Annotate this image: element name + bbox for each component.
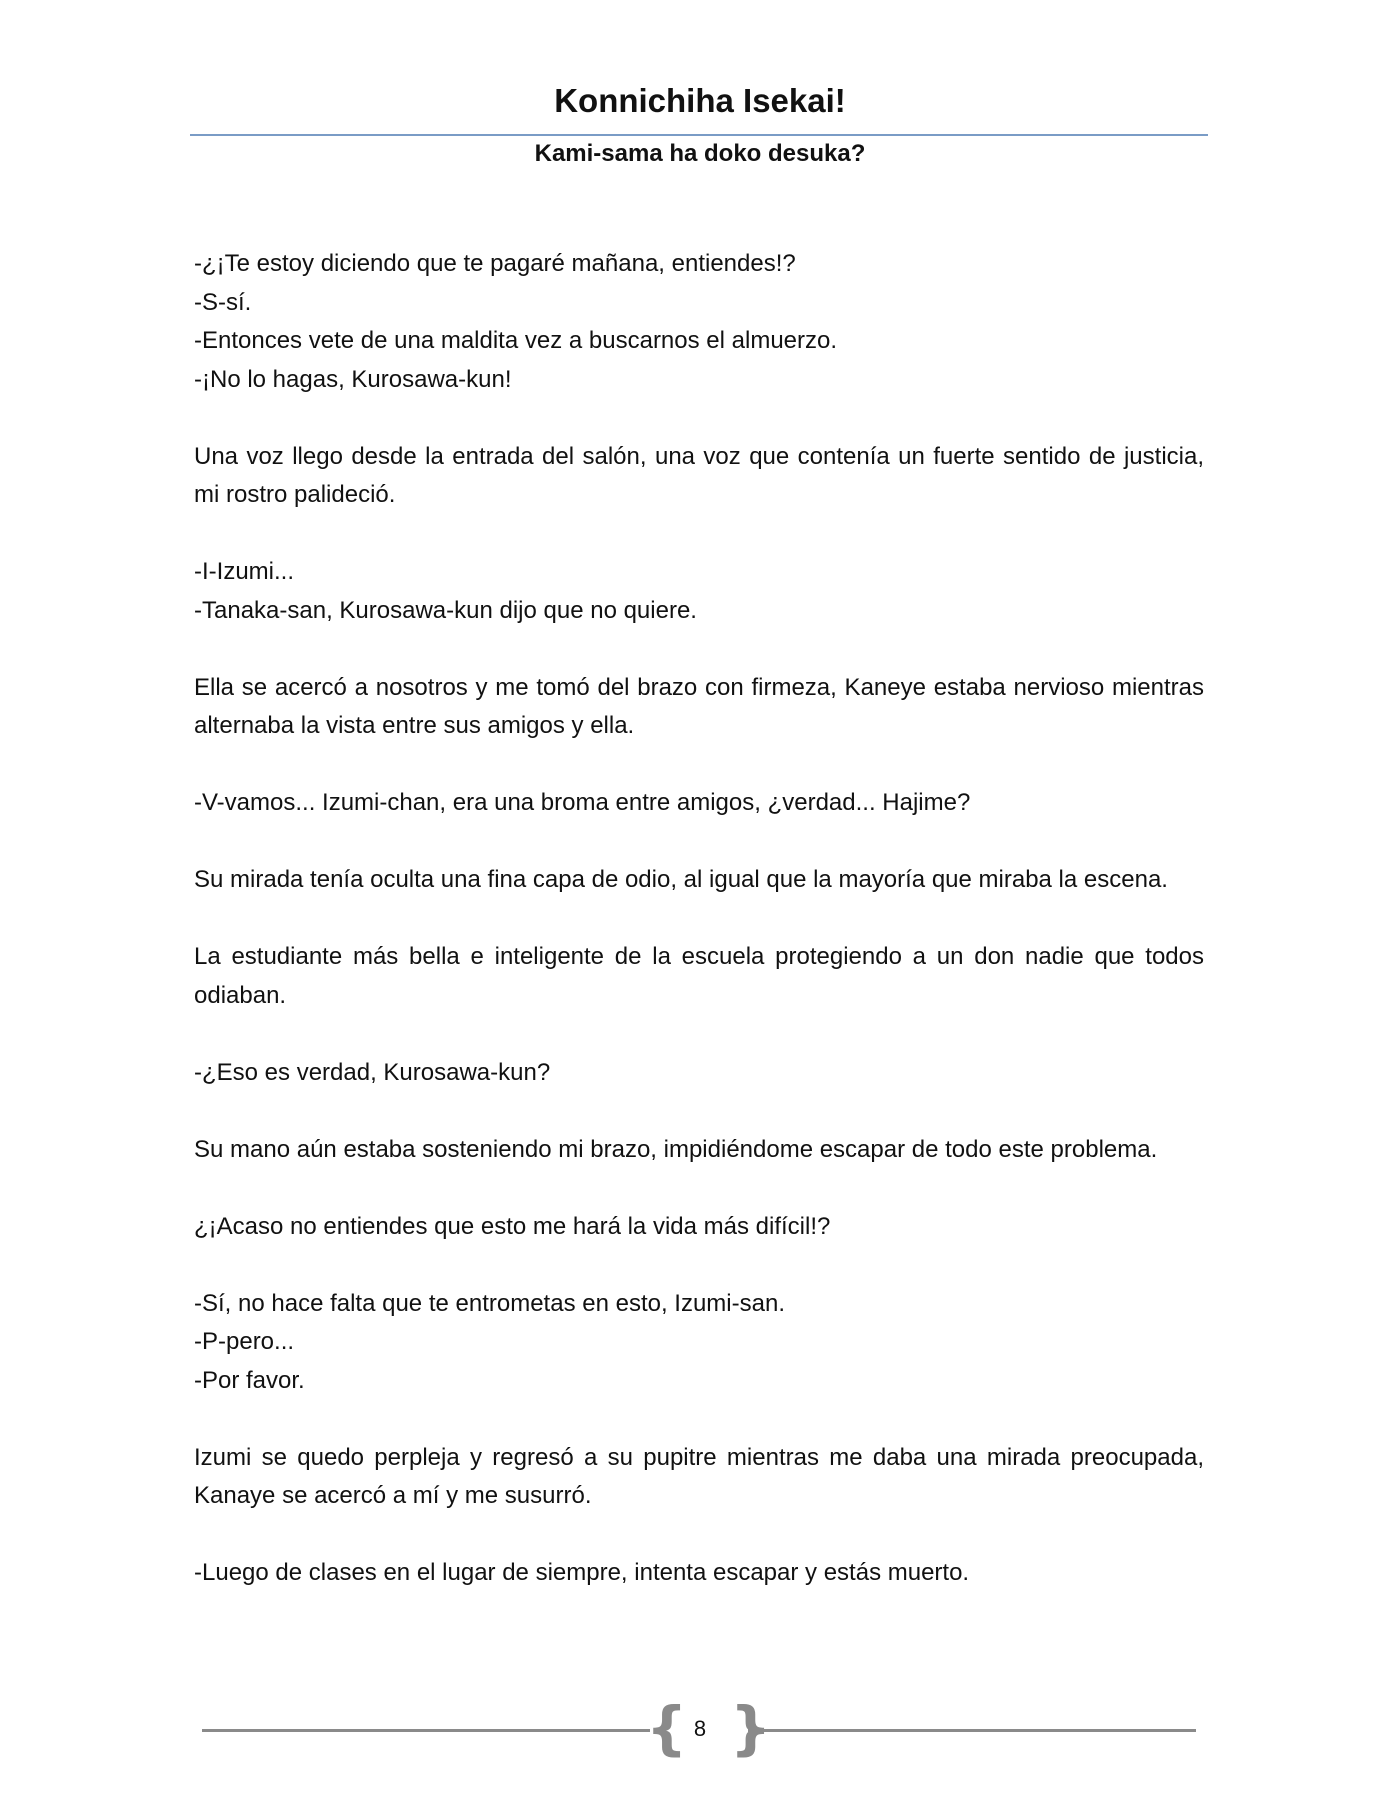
- dialogue-line: -Entonces vete de una maldita vez a buscarnos el almuerzo.: [194, 327, 838, 354]
- dialogue-line: -Tanaka-san, Kurosawa-kun dijo que no quiere.: [194, 596, 697, 624]
- footer-divider-left: [202, 1729, 650, 1732]
- narration-paragraph: La estudiante más bella e inteligente de la escuela protegiendo a un don nadie que todos odiaban.: [194, 943, 1204, 1009]
- header-divider: [190, 134, 1208, 136]
- dialogue-line: -I-Izumi...: [194, 558, 294, 585]
- narration-paragraph: ¿¡Acaso no entiendes que esto me hará la vida más difícil!?: [194, 1212, 831, 1240]
- page-number: 8: [693, 1716, 707, 1741]
- body-text: [194, 245, 1204, 1593]
- narration-paragraph: Una voz llego desde la entrada del salón, una voz que contenía un fuerte sentido de justicia, mi rostro palideció.: [194, 442, 1204, 508]
- dialogue-line: -¿¡Te estoy diciendo que te pagaré mañana, entiendes!?: [194, 250, 796, 277]
- left-brace-icon: {: [646, 1694, 688, 1762]
- page-title: Konnichiha Isekai!: [554, 82, 846, 119]
- dialogue-line: -Por favor.: [194, 1366, 305, 1394]
- footer-divider-right: [748, 1729, 1196, 1732]
- narration-paragraph: Su mirada tenía oculta una fina capa de odio, al igual que la mayoría que miraba la escena.: [194, 866, 1168, 893]
- page-subtitle: Kami-sama ha doko desuka?: [534, 140, 866, 167]
- narration-paragraph: Ella se acercó a nosotros y me tomó del brazo con firmeza, Kaneye estaba nervioso mientras alternaba la vista entre sus amigos y ella.: [194, 673, 1204, 739]
- narration-paragraph: Su mano aún estaba sosteniendo mi brazo, impidiéndome escapar de todo este problema.: [194, 1135, 1158, 1163]
- dialogue-line: -Luego de clases en el lugar de siempre, intenta escapar y estás muerto.: [194, 1559, 970, 1586]
- dialogue-line: -¿Eso es verdad, Kurosawa-kun?: [194, 1058, 551, 1086]
- dialogue-line: -P-pero...: [194, 1328, 295, 1355]
- dialogue-line: -Sí, no hace falta que te entrometas en esto, Izumi-san.: [194, 1289, 785, 1317]
- dialogue-line: -S-sí.: [194, 288, 252, 316]
- narration-paragraph: Izumi se quedo perpleja y regresó a su pupitre mientras me daba una mirada preocupada, Kanaye se acercó a mí y me susurró.: [194, 1443, 1204, 1509]
- dialogue-line: -¡No lo hagas, Kurosawa-kun!: [194, 365, 512, 393]
- dialogue-line: -V-vamos... Izumi-chan, era una broma entre amigos, ¿verdad... Hajime?: [194, 789, 971, 816]
- right-brace-icon: }: [730, 1694, 772, 1762]
- page-footer: [0, 1694, 1400, 1762]
